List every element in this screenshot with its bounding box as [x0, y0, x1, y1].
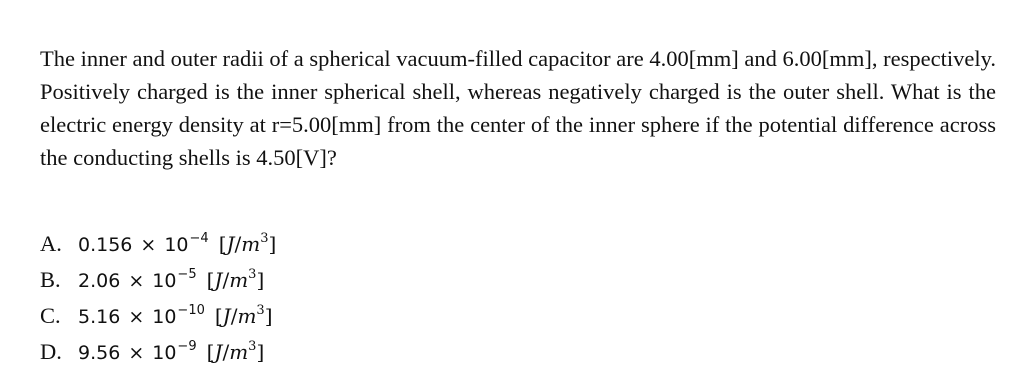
- times-symbol: ×: [140, 234, 157, 256]
- option-unit: [207, 262, 265, 302]
- option-mantissa: 9.56: [78, 342, 121, 364]
- unit-denominator: m: [237, 304, 257, 328]
- option-mantissa: 2.06: [78, 270, 121, 292]
- unit-open-bracket: [: [206, 340, 215, 364]
- unit-close-bracket: ]: [264, 304, 273, 328]
- option-letter: B.: [40, 267, 61, 292]
- option-letter: A.: [40, 231, 62, 256]
- option-letter: D.: [40, 339, 62, 364]
- times-symbol: ×: [128, 270, 145, 292]
- option-unit: [219, 226, 277, 266]
- answer-options: [40, 226, 440, 370]
- option-mantissa: 0.156: [78, 234, 133, 256]
- unit-power: 3: [260, 231, 269, 246]
- times-symbol: ×: [128, 306, 145, 328]
- question-text: The inner and outer radii of a spherical vacuum-filled capacitor are 4.00[mm] and 6.00[mm], respectively. Positively charged is the inner spherical shell, whereas negatively charged is the outer shell. What is the electric energy density at r=5.00[mm] from the center of the inner sphere if the potential difference across the conducting shells is 4.50[V]?: [40, 46, 996, 170]
- option-exponent: −5: [177, 267, 197, 282]
- option-exponent: −10: [177, 303, 205, 318]
- unit-slash: /: [222, 268, 230, 292]
- unit-power: 3: [256, 303, 265, 318]
- unit-denominator: m: [229, 340, 249, 364]
- unit-denominator: m: [229, 268, 249, 292]
- unit-slash: /: [222, 340, 230, 364]
- unit-power: 3: [248, 267, 257, 282]
- unit-open-bracket: [: [206, 268, 215, 292]
- unit-numerator: J: [226, 232, 235, 256]
- option-a[interactable]: [40, 226, 440, 262]
- unit-close-bracket: ]: [256, 268, 265, 292]
- times-symbol: ×: [128, 342, 145, 364]
- unit-denominator: m: [241, 232, 261, 256]
- unit-close-bracket: ]: [268, 232, 277, 256]
- unit-close-bracket: ]: [256, 340, 265, 364]
- unit-numerator: J: [214, 268, 223, 292]
- option-c[interactable]: [40, 298, 440, 334]
- option-exponent: −9: [177, 339, 197, 354]
- unit-numerator: J: [222, 304, 231, 328]
- option-base: 10: [164, 234, 189, 256]
- option-unit: [215, 298, 273, 338]
- option-base: 10: [152, 306, 177, 328]
- unit-power: 3: [248, 339, 257, 354]
- unit-open-bracket: [: [214, 304, 223, 328]
- unit-slash: /: [230, 304, 238, 328]
- unit-slash: /: [234, 232, 242, 256]
- option-unit: [207, 334, 265, 374]
- option-exponent: −4: [189, 231, 209, 246]
- option-base: 10: [152, 270, 177, 292]
- option-letter: C.: [40, 303, 61, 328]
- unit-open-bracket: [: [218, 232, 227, 256]
- option-d[interactable]: [40, 334, 440, 370]
- option-b[interactable]: [40, 262, 440, 298]
- unit-numerator: J: [214, 340, 223, 364]
- option-mantissa: 5.16: [78, 306, 121, 328]
- option-base: 10: [152, 342, 177, 364]
